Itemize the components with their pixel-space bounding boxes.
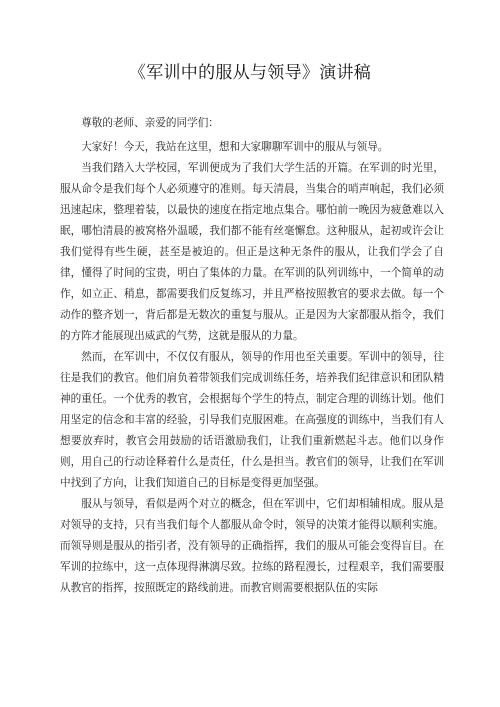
paragraph-greeting: 大家好！今天，我站在这里，想和大家聊聊军训中的服从与领导。 [81,141,389,153]
paragraph-complementary: 服从与领导，看似是两个对立的概念，但在军训中，它们却相辅相成。服从是对领导的支持，只有当我们每个人都服从命令时，领导的决策才能得以顺利实施。而领导则是服从的指引者，没有领导的正确指挥，我们的服从可能会变得盲目。在军训的拉练中，这一点体现得淋漓尽致。拉练的路程漫长，过程艰辛，我们需要服从教官的指挥，按照既定的路线前进。而教官则需要根据队伍的实际 [60,498,444,594]
document-body [60,113,444,599]
document-title: 《军训中的服从与领导》演讲稿 [128,63,372,83]
paragraph-leadership: 然而，在军训中，不仅仅有服从，领导的作用也至关重要。军训中的领导，往往是我们的教官。他们肩负着带领我们完成训练任务，培养我们纪律意识和团队精神的重任。一个优秀的教官，会根据每个学生的特点，制定合理的训练计划。他们用坚定的信念和丰富的经验，引导我们克服困难。在高强度的训练中，当我们有人想要放弃时，教官会用鼓励的话语激励我们，让我们重新燃起斗志。他们以身作则，用自己的行动诠释着什么是责任，什么是担当。教官们的领导，让我们在军训中找到了方向，让我们知道自己的目标是变得更加坚强。 [60,351,444,489]
paragraph-obedience: 当我们踏入大学校园，军训便成为了我们大学生活的开篇。在军训的时光里，服从命令是我们每个人必须遵守的准则。每天清晨，当集合的哨声响起，我们必须迅速起床，整理着装，以最快的速度在指定地点集合。哪怕前一晚因为疲惫难以入眠，哪怕清晨的被窝格外温暖，我们都不能有丝毫懈怠。这种服从，起初或许会让我们觉得有些生硬，甚至是被迫的。但正是这种无条件的服从，让我们学会了自律，懂得了时间的宝贵，明白了集体的力量。在军训的队列训练中，一个简单的动作，如立正、稍息，都需要我们反复练习，并且严格按照教官的要求去做。每一个动作的整齐划一，背后都是无数次的重复与服从。正是因为大家都服从指令，我们的方阵才能展现出威武的气势，这就是服从的力量。 [60,162,444,342]
salutation: 尊敬的老师、亲爱的同学们： [81,117,219,129]
